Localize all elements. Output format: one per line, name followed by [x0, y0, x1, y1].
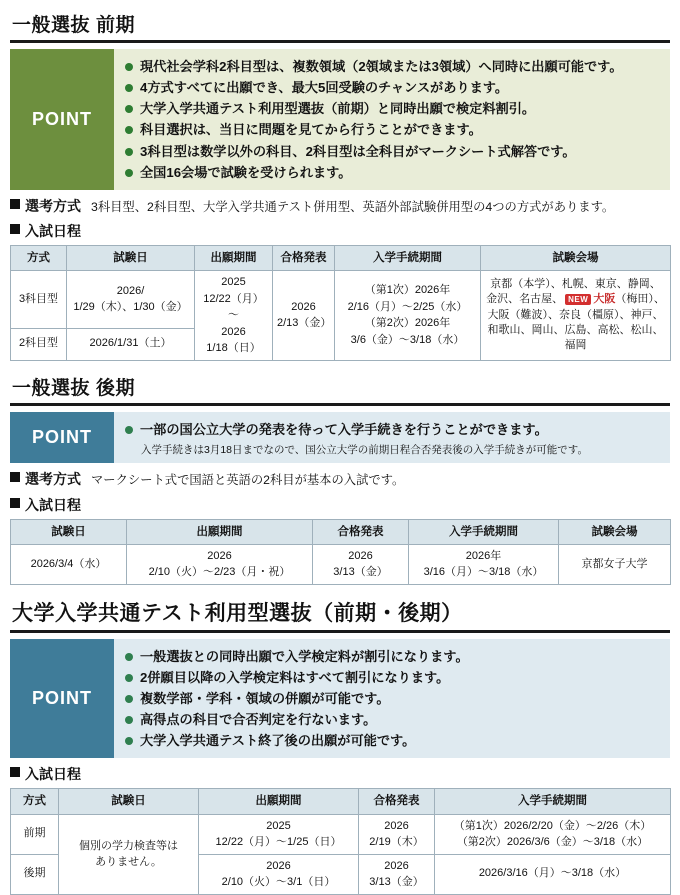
list-item: 大学入学共通テスト利用型選抜（前期）と同時出願で検定料割引。: [124, 99, 662, 118]
point-note: 入学手続きは3月18日までなので、国公立大学の前期日程合否発表後の入学手続きが可能です。: [141, 443, 588, 456]
schedule-table-zenki: [10, 245, 671, 361]
column-header: 試験日: [67, 246, 195, 271]
list-item: 3科目型は数学以外の科目、2科目型は全科目がマークシート式解答です。: [124, 142, 662, 161]
selection-method-label: 選考方式: [10, 469, 81, 489]
cell-procedure-period: （第1次）2026年 2/16（月）～2/25（水） （第2次）2026年 3/6（金）～3/18（水）: [335, 271, 481, 361]
point-badge: POINT: [10, 412, 114, 464]
selection-method-text: 3科目型、2科目型、大学入学共通テスト併用型、英語外部試験併用型の4つの方式があります。: [91, 199, 615, 214]
cell-result-date: 2026 2/13（金）: [273, 271, 335, 361]
section-subtitle: 後期: [96, 377, 136, 399]
point-box-ippan-zenki: [10, 49, 670, 190]
cell-procedure-period: 2026/3/16（月）～3/18（水）: [435, 854, 671, 894]
table-row: [11, 544, 671, 584]
column-header: 出願期間: [199, 789, 359, 814]
list-item: 複数学部・学科・領域の併願が可能です。: [124, 689, 662, 708]
column-header: 方式: [11, 789, 59, 814]
cell-result-date: 2026 2/19（木）: [359, 814, 435, 854]
column-header: 試験日: [59, 789, 199, 814]
cell-method: 前期: [11, 814, 59, 854]
schedule-table-kyotsu: [10, 788, 671, 894]
point-box-kyotsu-test: [10, 639, 670, 759]
cell-result-date: 2026 3/13（金）: [359, 854, 435, 894]
point-box-ippan-kouki: [10, 412, 670, 464]
list-item: 一般選抜との同時出願で入学検定料が割引になります。: [124, 647, 662, 666]
section-heading-kyotsu-test: [10, 597, 670, 633]
section-title: 一般選抜: [12, 15, 91, 36]
column-header: 合格発表: [359, 789, 435, 814]
point-badge: POINT: [10, 49, 114, 190]
column-header: 出願期間: [127, 519, 313, 544]
cell-exam-note: 個別の学力検査等は ありません。: [59, 814, 199, 894]
schedule-table-kouki: [10, 519, 671, 585]
schedule-heading-zenki: [10, 221, 670, 241]
cell-method: 2科目型: [11, 328, 67, 360]
column-header: 試験日: [11, 519, 127, 544]
section-heading-ippan-zenki: [10, 10, 670, 43]
cell-exam-date: 2026/1/31（土）: [67, 328, 195, 360]
new-badge: NEW: [565, 294, 591, 305]
cell-method: 後期: [11, 854, 59, 894]
cell-application-period: 2026 2/10（火）～2/23（月・祝）: [127, 544, 313, 584]
point-badge: POINT: [10, 639, 114, 759]
schedule-heading-kyotsu: [10, 764, 670, 784]
table-header-row: [11, 789, 671, 814]
section-title: 一般選抜: [12, 377, 91, 399]
column-header: 出願期間: [195, 246, 273, 271]
cell-exam-date: 2026/3/4（水）: [11, 544, 127, 584]
list-item: 2併願目以降の入学検定料はすべて割引になります。: [124, 668, 662, 687]
column-header: 入学手続期間: [335, 246, 481, 271]
section-heading-ippan-kouki: [10, 373, 670, 406]
venue-highlight: 大阪: [593, 293, 616, 306]
list-item: 高得点の科目で合否判定を行ないます。: [124, 710, 662, 729]
table-header-row: [11, 246, 671, 271]
table-row: [11, 814, 671, 854]
point-list: [114, 49, 670, 190]
column-header: 方式: [11, 246, 67, 271]
cell-exam-date: 2026/ 1/29（木）、1/30（金）: [67, 271, 195, 328]
cell-application-period: 2025 12/22（月） ～ 2026 1/18（日）: [195, 271, 273, 361]
cell-procedure-period: 2026年 3/16（月）～3/18（水）: [409, 544, 559, 584]
table-header-row: [11, 519, 671, 544]
list-item: 全国16会場で試験を受けられます。: [124, 163, 662, 182]
section-title: 大学入学共通テスト利用型選抜（前期・後期）: [12, 601, 463, 625]
column-header: 試験会場: [559, 519, 671, 544]
schedule-label: 入試日程: [10, 764, 81, 784]
selection-method-text: マークシート式で国語と英語の2科目が基本の入試です。: [91, 473, 405, 488]
list-item: 科目選択は、当日に問題を見てから行うことができます。: [124, 120, 662, 139]
cell-application-period: 2025 12/22（月）～1/25（日）: [199, 814, 359, 854]
cell-result-date: 2026 3/13（金）: [313, 544, 409, 584]
schedule-heading-kouki: [10, 495, 670, 515]
list-item: 4方式すべてに出願でき、最大5回受験のチャンスがあります。: [124, 78, 662, 97]
list-item: 一部の国公立大学の発表を待って入学手続きを行うことができます。: [124, 420, 662, 439]
list-item: 現代社会学科2科目型は、複数領域（2領域または3領域）へ同時に出願可能です。: [124, 57, 662, 76]
point-list: [114, 412, 670, 464]
schedule-label: 入試日程: [10, 495, 81, 515]
cell-application-period: 2026 2/10（火）～3/1（日）: [199, 854, 359, 894]
column-header: 試験会場: [481, 246, 671, 271]
list-item: 大学入学共通テスト終了後の出願が可能です。: [124, 731, 662, 750]
cell-venue: 京都女子大学: [559, 544, 671, 584]
schedule-label: 入試日程: [10, 221, 81, 241]
column-header: 合格発表: [313, 519, 409, 544]
selection-method-label: 選考方式: [10, 196, 81, 216]
cell-method: 3科目型: [11, 271, 67, 328]
point-list: [114, 639, 670, 759]
cell-venue: 京都（本学）、札幌、東京、静岡、金沢、名古屋、 NEW 大阪（梅田）、大阪（難波）、奈良（橿原）、神戸、和歌山、岡山、広島、高松、松山、福岡: [481, 271, 671, 361]
column-header: 入学手続期間: [435, 789, 671, 814]
column-header: 入学手続期間: [409, 519, 559, 544]
column-header: 合格発表: [273, 246, 335, 271]
selection-method-heading-kouki: [10, 469, 670, 489]
section-subtitle: 前期: [96, 15, 136, 36]
table-row: [11, 271, 671, 328]
selection-method-heading-zenki: [10, 196, 670, 216]
cell-procedure-period: （第1次）2026/2/20（金）～2/26（木） （第2次）2026/3/6（金）～3/18（水）: [435, 814, 671, 854]
